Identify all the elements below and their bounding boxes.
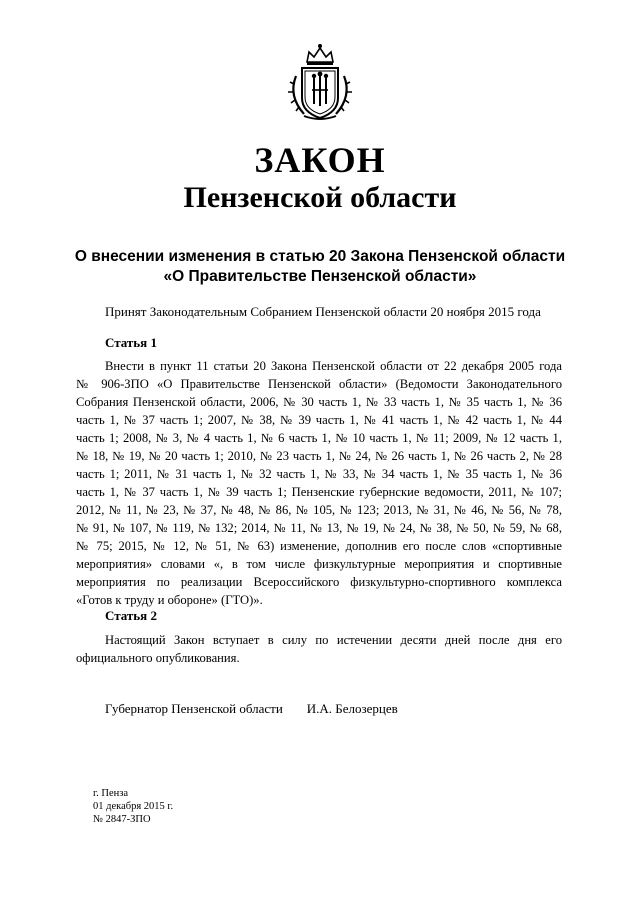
document-type-title: ЗАКОН [254,140,386,180]
law-subject-heading [60,247,580,287]
footer-date: 01 декабря 2015 г. [93,801,174,812]
article-1-line: мероприятия по реализации Всероссийского физкультурно-спортивного комплекса [76,575,562,589]
article-1-heading: Статья 1 [105,335,157,350]
article-2-heading: Статья 2 [105,608,157,623]
document-region-title: Пензенской области [183,181,457,214]
article-1-line: № 906-ЗПО «О Правительстве Пензенской области» (Ведомости Законодательного [76,377,562,391]
signatory-name: И.А. Белозерцев [306,701,398,716]
signatory-position: Губернатор Пензенской области [105,701,283,716]
article-2-line: официального опубликования. [76,651,240,665]
article-1-text [76,357,562,609]
footer-city: г. Пенза [93,788,129,799]
law-subject-line: О внесении изменения в статью 20 Закона Пензенской области [74,248,566,265]
article-1-line: № 75; 2015, № 12, № 51, № 63) изменение, дополнив его после слов «спортивные [76,539,562,553]
article-1-line: часть 1, № 37 часть 1, № 39 часть 1; Пензенские губернские ведомости, 2011, № 107; [76,485,562,499]
adoption-statement: Принят Законодательным Собранием Пензенской области 20 ноября 2015 года [105,304,541,319]
article-1-line: часть 1; 2008, № 3, № 4 часть 1, № 6 часть 1, № 10 часть 1, № 11; 2009, № 12 часть 1, [76,431,562,445]
article-1-line: часть 1, № 37 часть 1; 2007, № 38, № 39 часть 1, № 41 часть 1, № 42 часть 1, № 44 [76,413,562,427]
document-footer [93,787,173,826]
article-1-line: Внести в пункт 11 статьи 20 Закона Пензенской области от 22 декабря 2005 года [105,359,562,373]
signature-block [105,700,398,718]
article-2-text [76,631,562,667]
article-2-line: Настоящий Закон вступает в силу по истечении десяти дней после дня его [105,633,562,647]
article-1-line: часть 1; 2011, № 31 часть 1, № 32 часть 1, № 33, № 34 часть 1, № 35 часть 1, № 36 [76,467,562,481]
article-1-line: 2012, № 11, № 23, № 37, № 48, № 86, № 105, № 123; 2013, № 31, № 46, № 56, № 78, [76,503,562,517]
article-1-line: № 91, № 107, № 119, № 132; 2014, № 11, № 13, № 19, № 24, № 38, № 50, № 59, № 68, [76,521,562,535]
article-1-line: Собрания Пензенской области, 2006, № 30 часть 1, № 33 часть 1, № 35 часть 1, № 36 [76,395,562,409]
article-1-line: № 18, № 19, № 20 часть 1; 2010, № 23 часть 1, № 24, № 26 часть 1, № 26 часть 2, № 28 [76,449,562,463]
article-1-line: мероприятия» словами «, в том числе физкультурные мероприятия и спортивные [76,557,562,571]
law-subject-line: «О Правительстве Пензенской области» [163,268,477,285]
footer-number: № 2847-ЗПО [93,814,151,825]
article-1-line: «Готов к труду и обороне» (ГТО)». [76,593,263,607]
coat-of-arms-icon [280,40,360,122]
